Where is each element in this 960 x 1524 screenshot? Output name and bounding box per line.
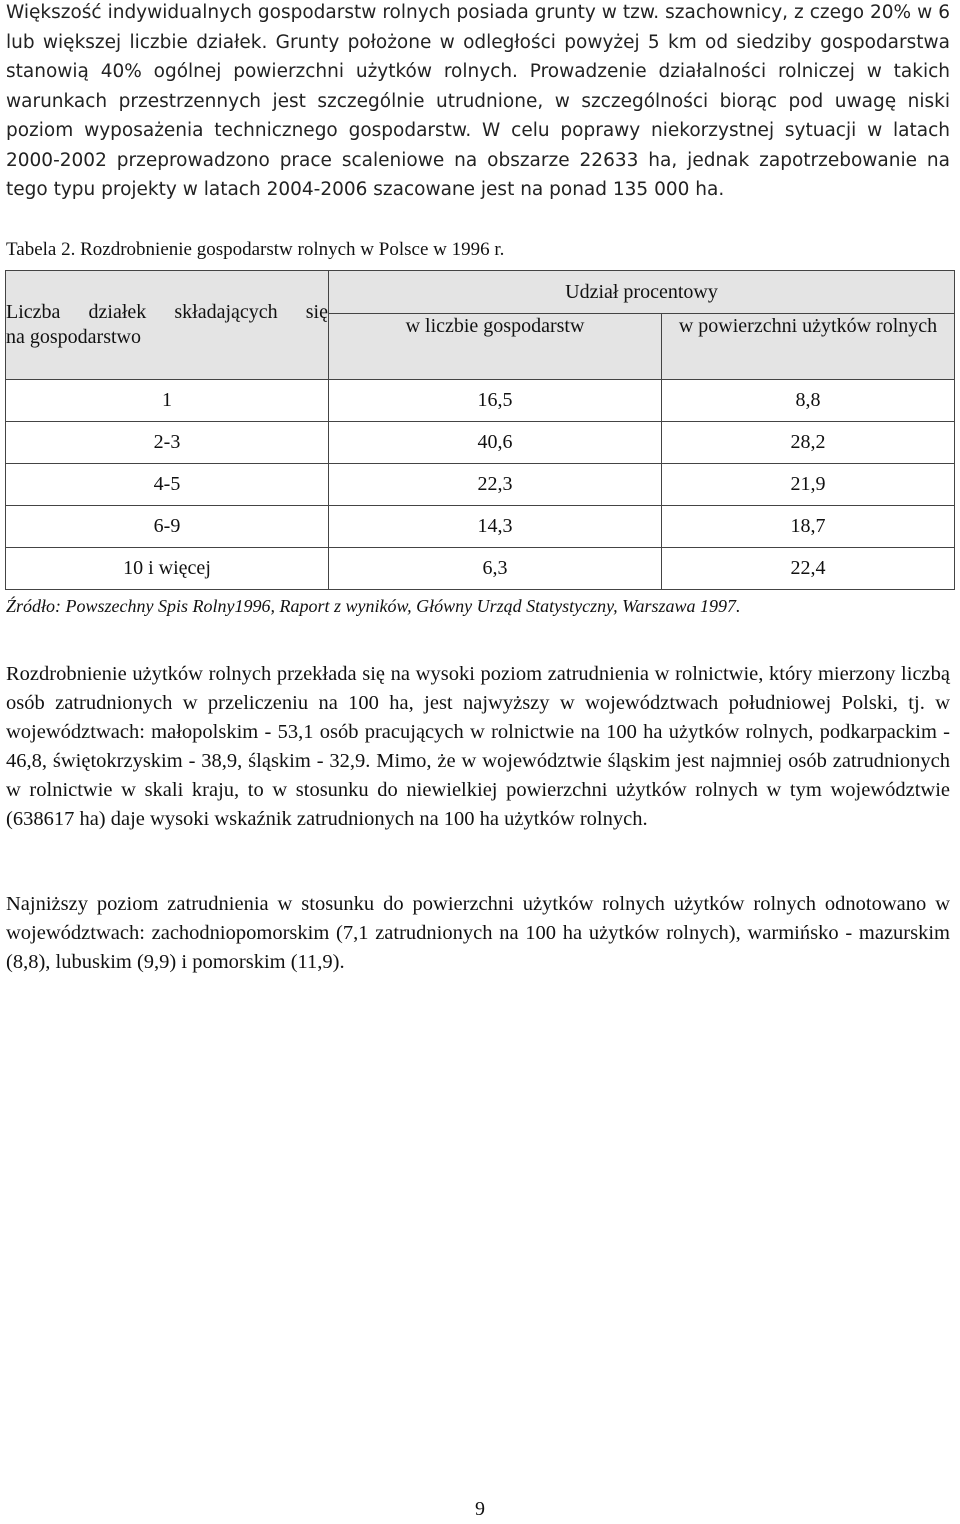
header-share-area: w powierzchni użytków rolnych <box>662 314 955 380</box>
table-caption: Tabela 2. Rozdrobnienie gospodarstw rolnych w Polsce w 1996 r. <box>6 239 505 260</box>
header-plots-count <box>6 271 329 380</box>
table-row <box>6 422 955 464</box>
header-percentage-share: Udział procentowy <box>329 271 955 314</box>
intro-paragraph: Większość indywidualnych gospodarstw rolnych posiada grunty w tzw. szachownicy, z czego 20% w 6 lub większej liczbie działek. Grunty położone w odległości powyżej 5 km od siedziby gospodarstwa stanowią 40% ogólnej powierzchni użytków rolnych. Prowadzenie działalności rolniczej w takich warunkach przestrzennych jest szczególnie utrudnione, w szczególności biorąc pod uwagę niski poziom wyposażenia technicznego gospodarstw. W celu poprawy niekorzystnej sytuacji w latach 2000-2002 przeprowadzono prace scaleniowe na obszarze 22633 ha, jednak zapotrzebowanie na tego typu projekty w latach 2004-2006 szacowane jest na ponad 135 000 ha. <box>6 2 950 200</box>
cell-plots: 10 i więcej <box>6 548 329 590</box>
cell-share-area: 18,7 <box>662 506 955 548</box>
cell-share-farms: 6,3 <box>329 548 662 590</box>
cell-share-area: 21,9 <box>662 464 955 506</box>
header-plots-line2: na gospodarstwo <box>6 326 141 348</box>
header-plots-line1: Liczba działek składających się <box>6 301 328 323</box>
cell-share-farms: 22,3 <box>329 464 662 506</box>
cell-share-farms: 40,6 <box>329 422 662 464</box>
table-row <box>6 548 955 590</box>
table-row <box>6 506 955 548</box>
table-row <box>6 464 955 506</box>
cell-share-area: 22,4 <box>662 548 955 590</box>
cell-plots: 4-5 <box>6 464 329 506</box>
cell-plots: 1 <box>6 380 329 422</box>
cell-share-farms: 16,5 <box>329 380 662 422</box>
table-source-note: Źródło: Powszechny Spis Rolny1996, Raport z wyników, Główny Urząd Statystyczny, Warszawa 1997. <box>6 596 741 616</box>
cell-share-area: 8,8 <box>662 380 955 422</box>
paragraph-employment-lowest: Najniższy poziom zatrudnienia w stosunku do powierzchni użytków rolnych użytków rolnych odnotowano w województwach: zachodniopomorskim (7,1 zatrudnionych na 100 ha użytków rolnych), warmińsko - mazurskim (8,8), lubuskim (9,9) i pomorskim (11,9). <box>6 893 950 973</box>
cell-plots: 6-9 <box>6 506 329 548</box>
table-row <box>6 380 955 422</box>
cell-plots: 2-3 <box>6 422 329 464</box>
data-table <box>5 270 955 590</box>
cell-share-farms: 14,3 <box>329 506 662 548</box>
header-share-farms: w liczbie gospodarstw <box>329 314 662 380</box>
cell-share-area: 28,2 <box>662 422 955 464</box>
page-number: 9 <box>475 1498 485 1520</box>
paragraph-employment-south: Rozdrobnienie użytków rolnych przekłada się na wysoki poziom zatrudnienia w rolnictwie, który mierzony liczbą osób zatrudnionych w przeliczeniu na 100 ha, jest najwyższy w województwach południowej Polski, tj. w województwach: małopolskim - 53,1 osób pracujących w rolnictwie na 100 ha użytków rolnych, podkarpackim - 46,8, świętokrzyskim - 38,9, śląskim - 32,9. Mimo, że w województwie śląskim jest najmniej osób zatrudnionych w rolnictwie w skali kraju, to w stosunku do niewielkiej powierzchni użytków rolnych w tym województwie (638617 ha) daje wysoki wskaźnik zatrudnionych na 100 ha użytków rolnych. <box>6 663 950 830</box>
